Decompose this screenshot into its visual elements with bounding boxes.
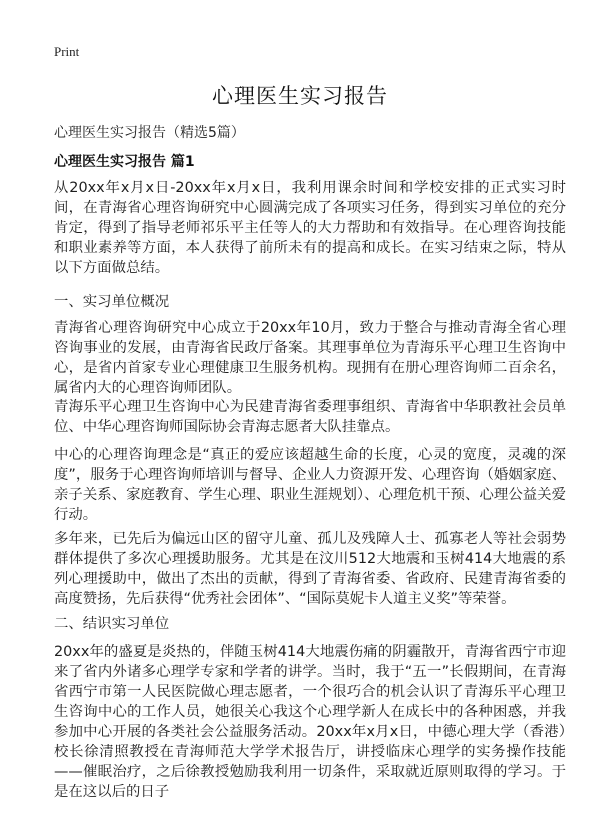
paragraph-affiliations: 青海乐平心理卫生咨询中心为民建青海省委理事组织、青海省中华职教社会员单位、中华心理咨询师国际协会青海志愿者大队挂靠点。 <box>54 399 566 435</box>
paragraph-history: 多年来，已先后为偏远山区的留守儿童、孤儿及残障人士、孤寡老人等社会弱势群体提供了多次心理援助服务。尤其是在汶川512大地震和玉树414大地震的系列心理援助中，做出了杰出的贡献，得到了青海省委、省政府、民建青海省委的高度赞扬，先后获得“优秀社会团体”、“国际莫妮卡人道主义奖”等荣誉。 <box>54 531 566 607</box>
document-subtitle: 心理医生实习报告（精选5篇） <box>54 125 245 141</box>
print-label[interactable]: Print <box>54 44 80 59</box>
section-title: 心理医生实习报告 篇1 <box>54 154 195 170</box>
heading-meeting-unit: 二、结识实习单位 <box>54 616 170 632</box>
paragraph-intro: 从20xx年x月x日-20xx年x月x日，我利用课余时间和学校安排的正式实习时间，在青海省心理咨询研究中心圆满完成了各项实习任务，得到实习单位的充分肯定，得到了指导老师祁乐平主任等人的大力帮助和有效指导。在心理咨询技能和职业素养等方面，本人获得了前所未有的提高和成长。在实习结束之际，特从以下方面做总结。 <box>54 180 566 276</box>
paragraph-unit-overview: 青海省心理咨询研究中心成立于20xx年10月，致力于整合与推动青海全省心理咨询事业的发展，由青海省民政厅备案。其理事单位为青海乐平心理卫生咨询中心，是省内首家专业心理健康卫生服务机构。现拥有在册心理咨询师二百余名，属省内大的心理咨询师团队。 <box>54 320 566 396</box>
paragraph-meeting-unit: 20xx年的盛夏是炎热的，伴随玉树414大地震伤痛的阴霾散开，青海省西宁市迎来了省内外诸多心理学专家和学者的讲学。当时，我于“五一”长假期间，在青海省西宁市第一人民医院做心理志愿者，一个很巧合的机会认识了青海乐平心理卫生咨询中心的工作人员，她很关心我这个心理学新人在成长中的各种困惑，并我参加中心开展的各类社会公益服务活动。20xx年x月x日，中德心理大学（香港）校长徐清照教授在青海师范大学学术报告厅，讲授临床心理学的实务操作技能——催眠治疗，之后徐教授勉励我利用一切条件，采取就近原则取得的学习。于是在这以后的日子 <box>54 644 566 800</box>
paragraph-philosophy: 中心的心理咨询理念是“真正的爱应该超越生命的长度，心灵的宽度，灵魂的深度”，服务于心理咨询师培训与督导、企业人力资源开发、心理咨询（婚姻家庭、亲子关系、家庭教育、学生心理、职业生涯规划）、心理危机干预、心理公益关爱行动。 <box>54 447 566 523</box>
document-title: 心理医生实习报告 <box>212 84 388 108</box>
heading-unit-overview: 一、实习单位概况 <box>54 294 170 310</box>
